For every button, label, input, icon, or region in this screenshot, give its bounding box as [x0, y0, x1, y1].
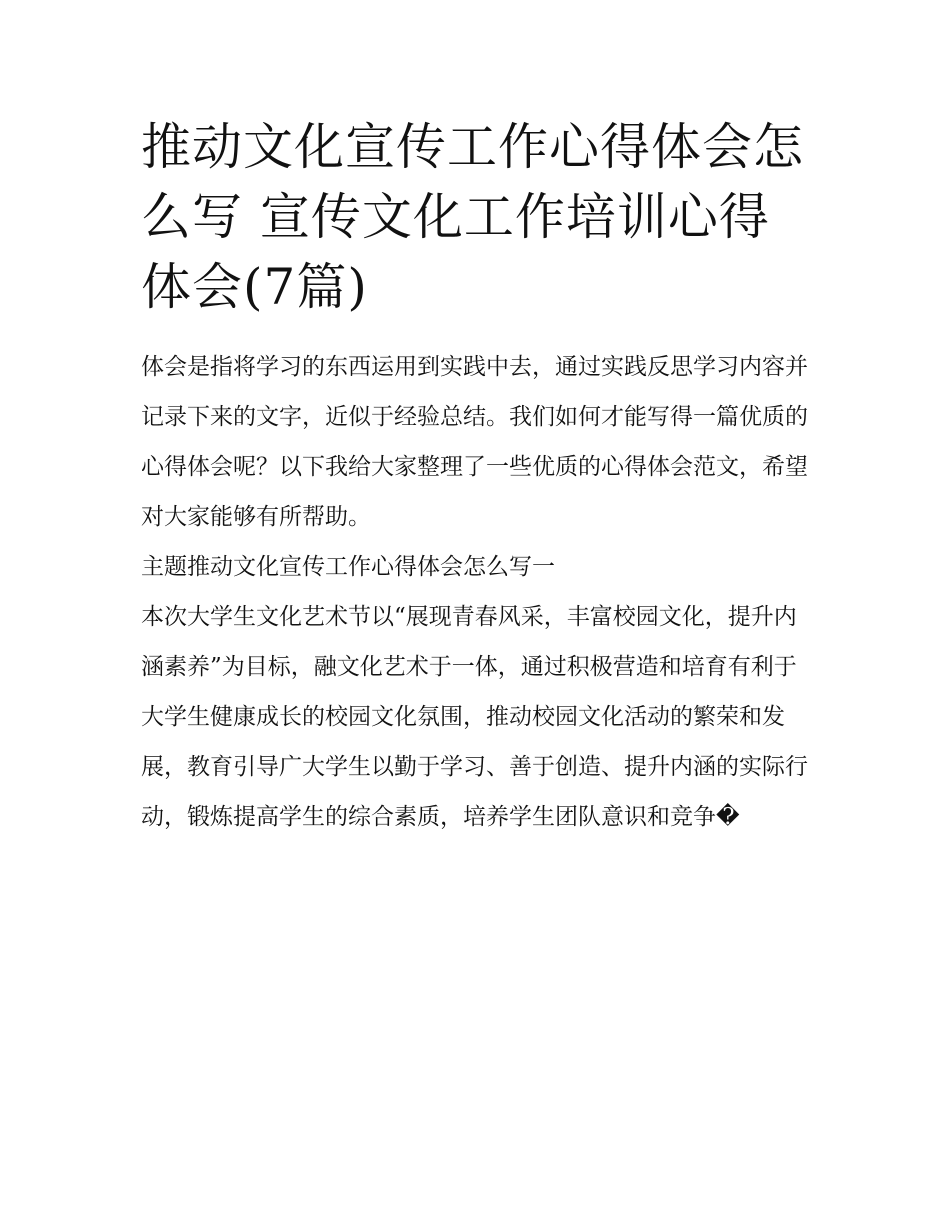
document-title: 推动文化宣传工作心得体会怎么写 宣传文化工作培训心得体会(7篇) [141, 118, 804, 316]
section-paragraph: 本次大学生文化艺术节以“展现青春风采，丰富校园文化，提升内涵素养”为目标，融文化艺术于一体，通过积极营造和培育有利于大学生健康成长的校园文化氛围，推动校园文化活动的繁荣和发展，教育引导广大学生以勤于学习、善于创造、提升内涵的实际行动，锻炼提高学生的综合素质，培养学生团队意识和竞争� [141, 604, 808, 830]
intro-paragraph: 体会是指将学习的东西运用到实践中去，通过实践反思学习内容并记录下来的文字，近似于经验总结。我们如何才能写得一篇优质的心得体会呢？以下我给大家整理了一些优质的心得体会范文，希望对大家能够有所帮助。 [141, 354, 808, 530]
document-body [141, 342, 813, 842]
section-heading: 主题推动文化宣传工作心得体会怎么写一 [141, 554, 555, 580]
document-page [141, 112, 813, 842]
